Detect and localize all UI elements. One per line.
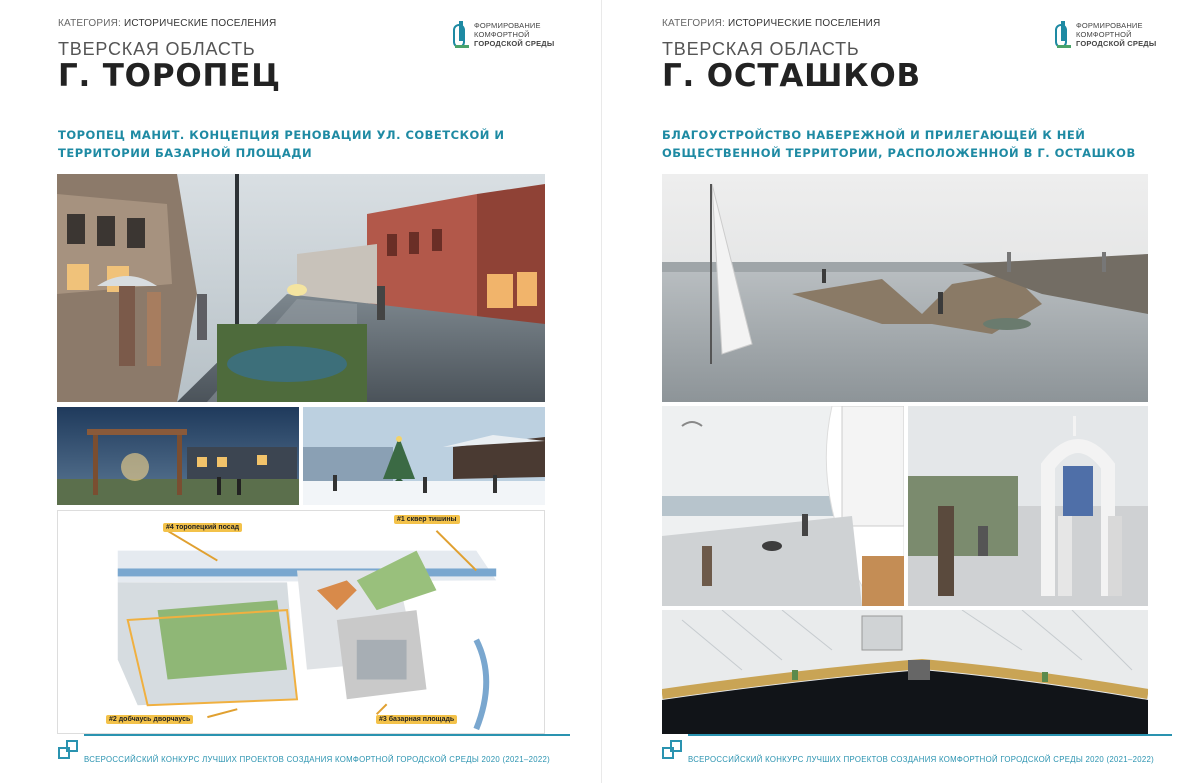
program-logo-icon — [1054, 19, 1072, 51]
contest-logo-icon — [662, 740, 684, 764]
master-plan-image — [57, 510, 545, 734]
project-title: ТОРОПЕЦ МАНИТ. КОНЦЕПЦИЯ РЕНОВАЦИИ УЛ. СОВЕТСКОЙ И ТЕРРИТОРИИ БАЗАРНОЙ ПЛОЩАДИ — [58, 128, 505, 160]
map-label-3: #3 базарная площадь — [376, 715, 457, 724]
right-page — [602, 0, 1204, 783]
footer — [58, 740, 550, 764]
logo-line-2: КОМФОРТНОЙ — [474, 30, 530, 39]
region-title: ТВЕРСКАЯ ОБЛАСТЬ — [58, 39, 256, 59]
contest-logo-icon — [58, 740, 80, 764]
category-line — [58, 18, 276, 29]
logo-line-1: ФОРМИРОВАНИЕ — [1076, 21, 1143, 30]
category-label: КАТЕГОРИЯ: — [662, 18, 728, 29]
program-logo — [1054, 19, 1156, 51]
embankment-render-image — [662, 174, 1148, 402]
logo-line-2: КОМФОРТНОЙ — [1076, 30, 1132, 39]
category-label: КАТЕГОРИЯ: — [58, 18, 124, 29]
footer-rule — [84, 734, 570, 736]
map-label-1: #1 сквер тишины — [394, 515, 460, 524]
pavilion-render-image — [662, 406, 904, 606]
logo-line-1: ФОРМИРОВАНИЕ — [474, 21, 541, 30]
evening-park-render-image — [57, 407, 299, 505]
program-logo-icon — [452, 19, 470, 51]
project-title: БЛАГОУСТРОЙСТВО НАБЕРЕЖНОЙ И ПРИЛЕГАЮЩЕЙ К НЕЙ ОБЩЕСТВЕННОЙ ТЕРРИТОРИИ, РАСПОЛОЖЕННОЙ В Г. ОСТАШКОВ — [662, 128, 1136, 160]
footer-rule — [688, 734, 1172, 736]
street-render-image — [57, 174, 545, 402]
map-label-2: #2 добчаусь дворчаусь — [106, 715, 193, 724]
arch-gate-render-image — [908, 406, 1148, 606]
city-title: Г. ОСТАШКОВ — [662, 58, 921, 94]
category-value: ИСТОРИЧЕСКИЕ ПОСЕЛЕНИЯ — [727, 18, 881, 29]
winter-square-render-image — [303, 407, 545, 505]
category-line — [662, 18, 880, 29]
aerial-plan-image — [662, 610, 1148, 734]
map-label-4: #4 торопецкий посад — [163, 523, 242, 532]
logo-line-3: ГОРОДСКОЙ СРЕДЫ — [1076, 39, 1157, 48]
region-title: ТВЕРСКАЯ ОБЛАСТЬ — [662, 39, 860, 59]
program-logo — [452, 19, 554, 51]
footer-text: ВСЕРОССИЙСКИЙ КОНКУРС ЛУЧШИХ ПРОЕКТОВ СОЗДАНИЯ КОМФОРТНОЙ ГОРОДСКОЙ СРЕДЫ 2020 (2021–2022) — [84, 754, 551, 764]
footer-text: ВСЕРОССИЙСКИЙ КОНКУРС ЛУЧШИХ ПРОЕКТОВ СОЗДАНИЯ КОМФОРТНОЙ ГОРОДСКОЙ СРЕДЫ 2020 (2021–2022) — [688, 754, 1155, 764]
logo-line-3: ГОРОДСКОЙ СРЕДЫ — [474, 39, 555, 48]
category-value: ИСТОРИЧЕСКИЕ ПОСЕЛЕНИЯ — [123, 18, 277, 29]
footer — [662, 740, 1154, 764]
city-title: Г. ТОРОПЕЦ — [58, 58, 281, 94]
